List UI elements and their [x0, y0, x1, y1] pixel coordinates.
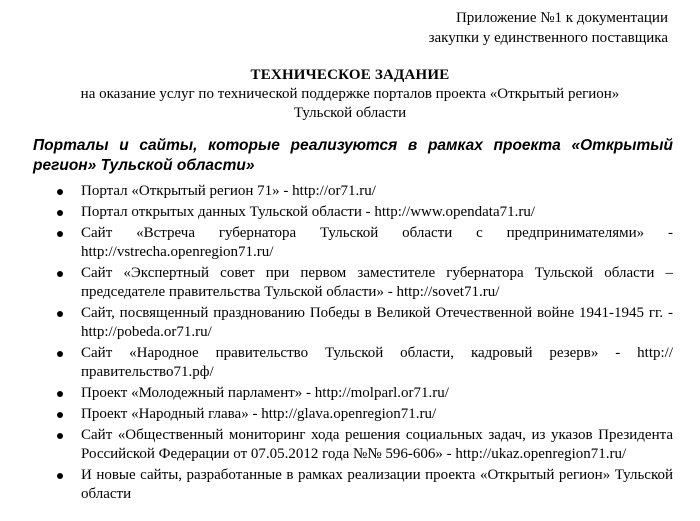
list-item-text: Проект «Народный глава» - http://glava.openregion71.ru/ [81, 406, 437, 422]
list-item-text: Сайт «Общественный мониторинг хода решения социальных задач, из указов Президента Российской Федерации от 07.05.2012 года №№ 596-606» - http://ukaz.openregion71.ru/ [81, 427, 673, 462]
list-item-text: Сайт «Экспертный совет при первом заместителе губернатора Тульской области – председателе правительства Тульской области» - http://sovet71.ru/ [81, 265, 673, 300]
bullet-icon [57, 311, 63, 317]
list-item-text: Проект «Молодежный парламент» - http://molparl.or71.ru/ [81, 385, 449, 401]
list-item [33, 344, 673, 382]
list-item-text: Сайт «Народное правительство Тульской области, кадровый резерв» - http://правительство71.рф/ [81, 345, 673, 380]
document-title-block [0, 66, 700, 123]
bullet-icon [57, 210, 63, 216]
document-subtitle-line-1: на оказание услуг по технической поддержке порталов проекта «Открытый регион» [80, 86, 620, 102]
list-item-text: Портал «Открытый регион 71» - http://or71.ru/ [81, 183, 376, 199]
bullet-icon [57, 351, 63, 357]
bullet-icon [57, 271, 63, 277]
appendix-note [429, 8, 668, 48]
list-item [33, 203, 673, 222]
bullet-icon [57, 391, 63, 397]
bullet-icon [57, 412, 63, 418]
portal-list [33, 182, 673, 506]
document-title: ТЕХНИЧЕСКОЕ ЗАДАНИЕ [250, 67, 450, 83]
appendix-line-2: закупки у единственного поставщика [428, 30, 668, 46]
appendix-line-1: Приложение №1 к документации [455, 10, 668, 26]
document-subtitle-line-2: Тульской области [293, 105, 407, 121]
list-item-text: И новые сайты, разработанные в рамках реализации проекта «Открытый регион» Тульской области [81, 467, 673, 502]
list-item [33, 304, 673, 342]
list-item [33, 405, 673, 424]
list-item [33, 426, 673, 464]
list-item [33, 224, 673, 262]
list-item [33, 182, 673, 201]
list-item [33, 264, 673, 302]
list-item-text: Портал открытых данных Тульской области - http://www.opendata71.ru/ [81, 204, 536, 220]
list-item [33, 466, 673, 504]
bullet-icon [57, 433, 63, 439]
section-heading: Порталы и сайты, которые реализуются в рамках проекта «Открытый регион» Тульской области» [33, 137, 673, 174]
bullet-icon [57, 189, 63, 195]
list-item [33, 384, 673, 403]
list-item-text: Сайт, посвященный празднованию Победы в Великой Отечественной войне 1941-1945 гг. - http://pobeda.or71.ru/ [81, 305, 673, 340]
list-item-text: Сайт «Встреча губернатора Тульской области с предпринимателями» - http://vstrecha.openregion71.ru/ [81, 225, 673, 260]
bullet-icon [57, 231, 63, 237]
bullet-icon [57, 473, 63, 479]
